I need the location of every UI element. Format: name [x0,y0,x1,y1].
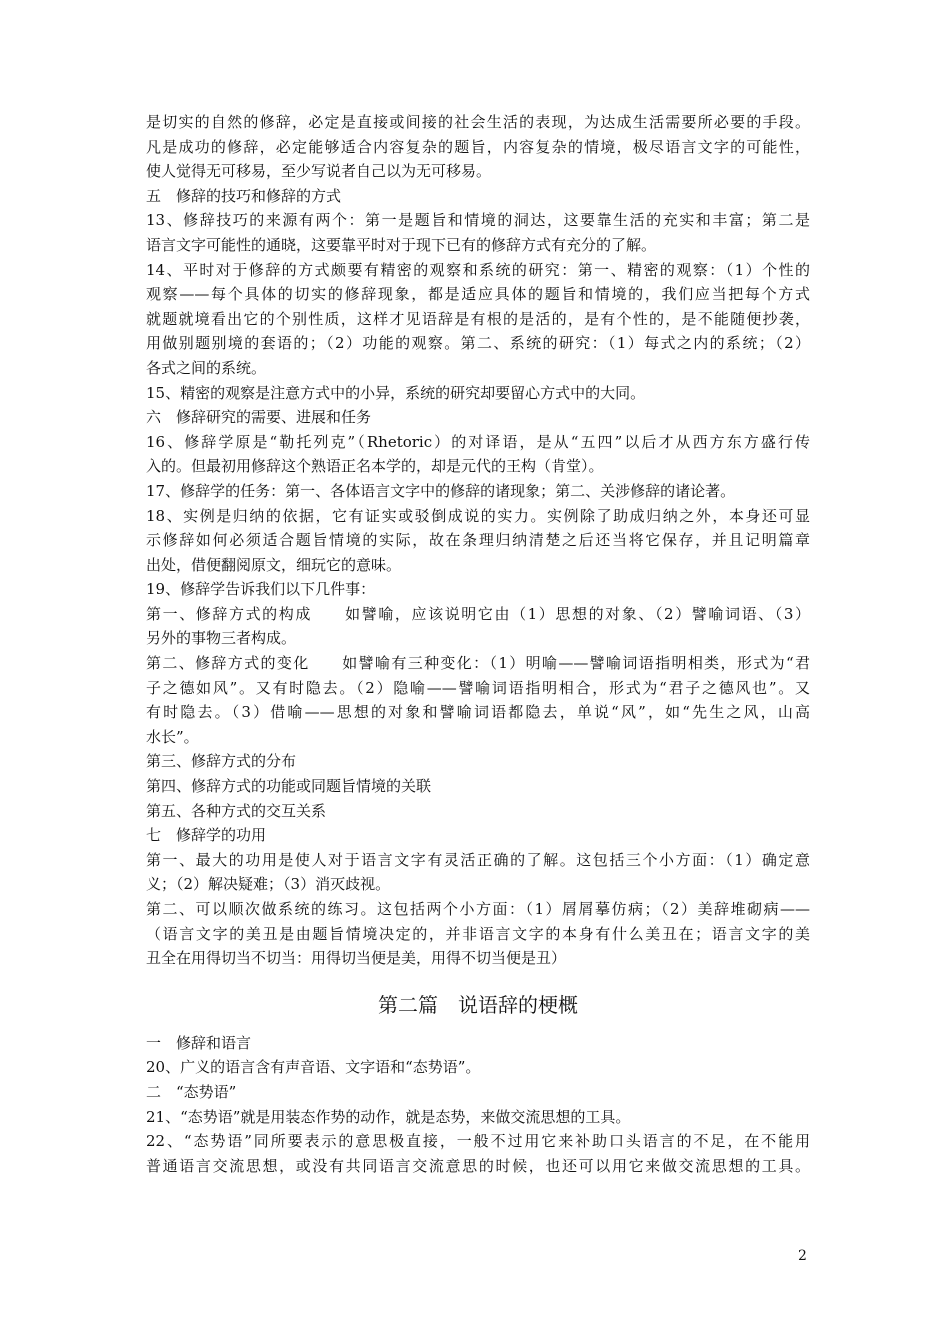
text-line: 22、“态势语”同所要表示的意思极直接，一般不过用它来补助口头语言的不足，在不能用 [146,1132,810,1151]
text-line: 五 修辞的技巧和修辞的方式 [146,186,342,205]
text-block-before-section [146,110,810,971]
text-block-after-section [146,1031,810,1179]
text-line: 13、修辞技巧的来源有两个：第一是题旨和情境的洞达，这要靠生活的充实和丰富；第二是 [146,211,810,230]
text-line: 子之德如风”。又有时隐去。（2）隐喻——譬喻词语指明相合，形式为“君子之德风也”。又 [146,678,810,697]
text-line: 七 修辞学的功用 [146,826,267,845]
text-line: 17、修辞学的任务：第一、各体语言文字中的修辞的诸现象；第二、关涉修辞的诸论著。 [146,481,736,500]
text-line: 普通语言交流思想，或没有共同语言交流意思的时候，也还可以用它来做交流思想的工具。 [146,1156,810,1175]
text-line: 第一、修辞方式的构成 如譬喻，应该说明它由（1）思想的对象、（2）譬喻词语、（3） [146,604,810,623]
page-number: 2 [798,1248,807,1264]
text-line: 丑全在用得切当不切当：用得切当便是美，用得不切当便是丑） [146,949,567,968]
text-line: 就题就境看出它的个别性质，这样才见语辞是有根的是活的，是有个性的，是不能随便抄袭， [146,309,810,328]
text-line: 是切实的自然的修辞，必定是直接或间接的社会生活的表现，为达成生活需要所必要的手段。 [146,113,810,131]
text-line: 观察——每个具体的切实的修辞现象，都是适应具体的题旨和情境的，我们应当把每个方式 [146,285,810,304]
text-line: 第五、各种方式的交互关系 [146,801,327,820]
text-line: 21、“态势语”就是用装态作势的动作，就是态势，来做交流思想的工具。 [146,1107,631,1126]
text-line: 一 修辞和语言 [146,1033,252,1052]
text-line: 入的。但最初用修辞这个熟语正名本学的，却是元代的王构（肯堂）。 [146,457,604,476]
text-line: 六 修辞研究的需要、进展和任务 [146,408,372,427]
text-line: 16、修辞学原是“勒托列克”（Rhetoric）的对译语，是从“五四”以后才从西方东方盛行传 [146,432,810,451]
text-line: 另外的事物三者构成。 [146,629,297,648]
text-line: 出处，借便翻阅原文，细玩它的意味。 [146,555,402,574]
text-line: 二 “态势语” [146,1082,237,1101]
text-line: 第三、修辞方式的分布 [146,752,297,771]
text-line: 第二、可以顺次做系统的练习。这包括两个小方面：（1）屑屑摹仿病；（2）美辞堆砌病—— [146,900,810,918]
text-line: 20、广义的语言含有声音语、文字语和“态势语”。 [146,1058,481,1077]
text-line: 使人觉得无可移易，至少写说者自己以为无可移易。 [146,162,492,181]
text-line: 有时隐去。（3）借喻——思想的对象和譬喻词语都隐去，单说“风”，如“先生之风，山高 [146,703,810,722]
text-line: 第二、修辞方式的变化 如譬喻有三种变化：（1）明喻——譬喻词语指明相类，形式为“君 [146,654,810,673]
text-line: 各式之间的系统。 [146,358,267,377]
text-line: （语言文字的美丑是由题旨情境决定的，并非语言文字的本身有什么美丑在；语言文字的美 [146,924,810,943]
text-line: 14、平时对于修辞的方式颇要有精密的观察和系统的研究：第一、精密的观察：（1）个性的 [146,260,810,279]
text-line: 义；（2）解决疑难；（3）消灭歧视。 [146,875,391,894]
section-title: 第二篇 说语辞的梗概 [378,992,578,1017]
text-line: 19、修辞学告诉我们以下几件事： [146,580,376,599]
text-line: 示修辞如何必须适合题旨情境的实际，故在条理归纳清楚之后还当将它保存，并且记明篇章 [146,531,810,550]
text-line: 15、精密的观察是注意方式中的小异，系统的研究却要留心方式中的大同。 [146,383,646,402]
text-line: 凡是成功的修辞，必定能够适合内容复杂的题旨，内容复杂的情境，极尽语言文字的可能性， [146,137,810,156]
text-line: 语言文字可能性的通晓，这要靠平时对于现下已有的修辞方式有充分的了解。 [146,235,657,254]
text-line: 18、实例是归纳的依据，它有证实或驳倒成说的实力。实例除了助成归纳之外，本身还可显 [146,506,810,525]
text-line: 用做别题别境的套语的；（2）功能的观察。第二、系统的研究：（1）每式之内的系统；（2） [146,334,810,353]
text-line: 水长”。 [146,727,199,746]
text-line: 第四、修辞方式的功能或同题旨情境的关联 [146,777,432,796]
text-line: 第一、最大的功用是使人对于语言文字有灵活正确的了解。这包括三个小方面：（1）确定意 [146,850,810,869]
page-content [146,110,810,1178]
